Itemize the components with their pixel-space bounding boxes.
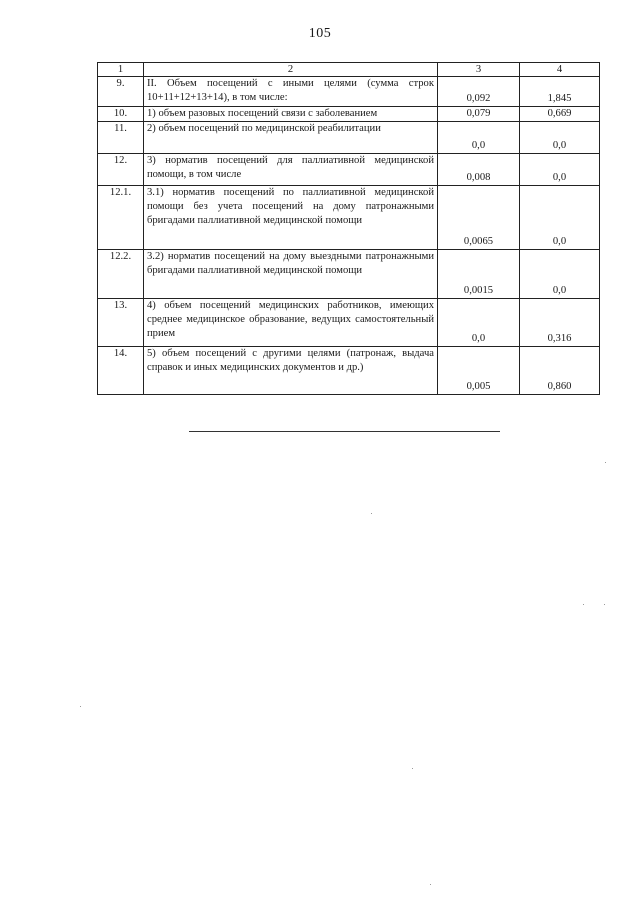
row-description: 3.1) норматив посещений по паллиативной медицинской помощи без учета посещений на дому патронажными бригадами паллиативной медицинской помощи [144,186,438,250]
row-value-col4: 0,0 [520,122,600,154]
row-description: II. Объем посещений с иными целями (сумма строк 10+11+12+13+14), в том числе: [144,77,438,107]
row-value-col3: 0,0065 [438,186,520,250]
row-value-col3: 0,079 [438,107,520,122]
header-cell-1: 1 [98,63,144,77]
row-number: 12.1. [98,186,144,250]
scan-speck [583,604,584,605]
table-row [98,250,600,299]
row-description: 3.2) норматив посещений на дому выездными патронажными бригадами паллиативной медицинской помощи [144,250,438,299]
scan-speck [371,513,372,514]
table-row [98,299,600,347]
scan-speck [80,706,81,707]
row-description: 5) объем посещений с другими целями (патронаж, выдача справок и иных медицинских документов и др.) [144,347,438,395]
row-value-col3: 0,092 [438,77,520,107]
row-description: 2) объем посещений по медицинской реабилитации [144,122,438,154]
table-row [98,347,600,395]
table-row [98,186,600,250]
row-value-col4: 0,860 [520,347,600,395]
header-cell-3: 3 [438,63,520,77]
visits-norm-table [97,62,600,395]
row-number: 13. [98,299,144,347]
row-value-col3: 0,008 [438,154,520,186]
row-value-col4: 0,0 [520,154,600,186]
row-value-col4: 1,845 [520,77,600,107]
header-cell-2: 2 [144,63,438,77]
table-row [98,77,600,107]
header-cell-4: 4 [520,63,600,77]
row-number: 12.2. [98,250,144,299]
end-of-table-rule [189,431,500,432]
scan-speck [605,462,606,463]
scan-speck [412,768,413,769]
row-value-col4: 0,0 [520,250,600,299]
row-value-col4: 0,0 [520,186,600,250]
scan-speck [430,884,431,885]
row-value-col3: 0,005 [438,347,520,395]
row-value-col4: 0,316 [520,299,600,347]
table-header-row [98,63,600,77]
row-number: 11. [98,122,144,154]
row-description: 4) объем посещений медицинских работников, имеющих среднее медицинское образование, ведущих самостоятельный прием [144,299,438,347]
row-value-col4: 0,669 [520,107,600,122]
row-description: 1) объем разовых посещений связи с заболеванием [144,107,438,122]
table-row [98,122,600,154]
row-value-col3: 0,0 [438,299,520,347]
row-number: 12. [98,154,144,186]
page-number: 105 [308,26,332,41]
row-value-col3: 0,0 [438,122,520,154]
row-number: 14. [98,347,144,395]
scan-speck [604,604,605,605]
row-description: 3) норматив посещений для паллиативной медицинской помощи, в том числе [144,154,438,186]
table-row [98,154,600,186]
row-number: 10. [98,107,144,122]
row-number: 9. [98,77,144,107]
row-value-col3: 0,0015 [438,250,520,299]
table-row [98,107,600,122]
